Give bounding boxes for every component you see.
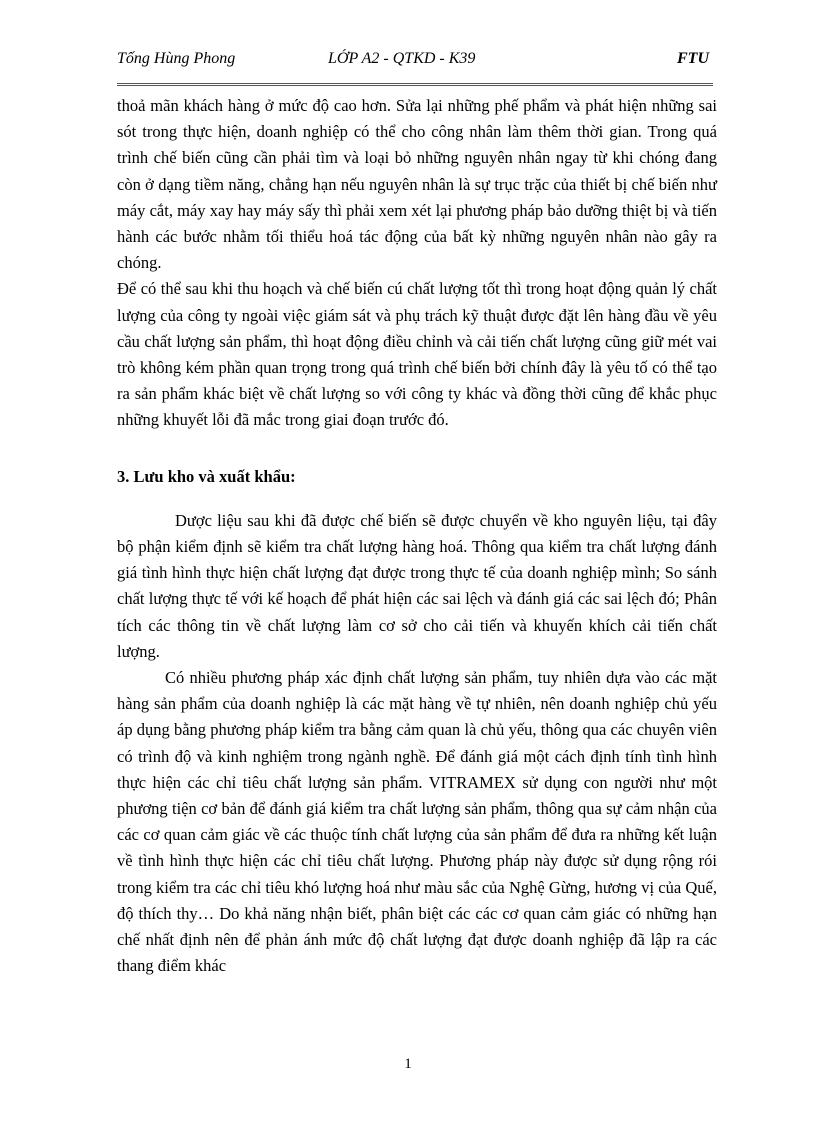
paragraph-3: Dược liệu sau khi đã được chế biến sẽ được chuyển về kho nguyên liệu, tại đây bộ phận kiểm định sẽ kiểm tra chất lượng hàng hoá. Thông qua kiểm tra chất lượng đánh giá tình hình thực hiện chất lượng đạt được trong thực tế của doanh nghiệp mình; So sánh chất lượng thực tế với kế hoạch để phát hiện các sai lệch và đánh giá các sai lệch đó; Phân tích các thông tin về chất lượng làm cơ sở cho cải tiến và khuyến khích cải tiến chất lượng.: [117, 510, 717, 661]
header-school: FTU: [677, 50, 709, 67]
header-author: Tống Hùng Phong: [117, 50, 236, 67]
document-body: [117, 93, 717, 980]
paragraph-4: Có nhiều phương pháp xác định chất lượng sản phẩm, tuy nhiên dựa vào các mặt hàng sản phẩm của doanh nghiệp là các mặt hàng về tự nhiên, nên doanh nghiệp chủ yếu áp dụng bằng phương pháp kiểm tra bằng cảm quan là chủ yếu, thông qua các chuyên viên có trình độ và kinh nghiệm trong ngành nghề. Để đánh giá một cách định tính tình hình thực hiện các chỉ tiêu chất lượng sản phẩm. VITRAMEX sử dụng con người như một phương tiện cơ bản để đánh giá kiểm tra chất lượng sản phẩm, thông qua sự cảm nhận của các cơ quan cảm giác về các thuộc tính chất lượng của sản phẩm để đưa ra những kết luận về tình hình thực hiện các chỉ tiêu chất lượng. Phương pháp này được sử dụng rộng rói trong kiểm tra các chỉ tiêu khó lượng hoá như màu sắc của Nghệ Gừng, hương vị của Quế, độ thích thy… Do khả năng nhận biết, phân biệt các các cơ quan cảm giác có những hạn chế nhất định nên để phản ánh mức độ chất lượng đạt được doanh nghiệp đã lập ra các thang điểm khác: [117, 668, 717, 976]
section-heading: 3. Lưu kho và xuất khẩu:: [117, 466, 296, 486]
page-number: 1: [404, 1056, 412, 1072]
paragraph-2: Để có thể sau khi thu hoạch và chế biến cú chất lượng tốt thì trong hoạt động quản lý chất lượng của công ty ngoài việc giám sát và phụ trách kỹ thuật được đặt lên hàng đầu về yêu cầu chất lượng sản phẩm, thì hoạt động điều chỉnh và cải tiến chất lượng cũng giữ mét vai trò không kém phần quan trọng trong quá trình chế biến bởi chính đây là yêu tố có thể tạo ra sản phẩm khác biệt về chất lượng so với công ty khác và đồng thời cũng để khắc phục những khuyết lỗi đã mắc trong giai đoạn trước đó.: [117, 279, 717, 430]
page-header: [117, 46, 711, 76]
header-divider: [117, 83, 713, 86]
header-class-code: LỚP A2 - QTKD - K39: [328, 50, 476, 67]
paragraph-1: thoả mãn khách hàng ở mức độ cao hơn. Sửa lại những phế phẩm và phát hiện những sai sót trong thực hiện, doanh nghiệp có thể cho công nhân làm thêm thời gian. Trong quá trình chế biến cũng cần phải tìm và loại bỏ những nguyên nhân ngay từ khi chóng đang còn ở dạng tiềm năng, chẳng hạn nếu nguyên nhân là sự trục trặc của thiết bị chế biến như máy cắt, máy xay hay máy sấy thì phải xem xét lại phương pháp bảo dưỡng thiệt bị và tiến hành các bước nhằm tối thiểu hoá tác động của bất kỳ những nguyên nhân nào gây ra chóng.: [117, 96, 717, 273]
